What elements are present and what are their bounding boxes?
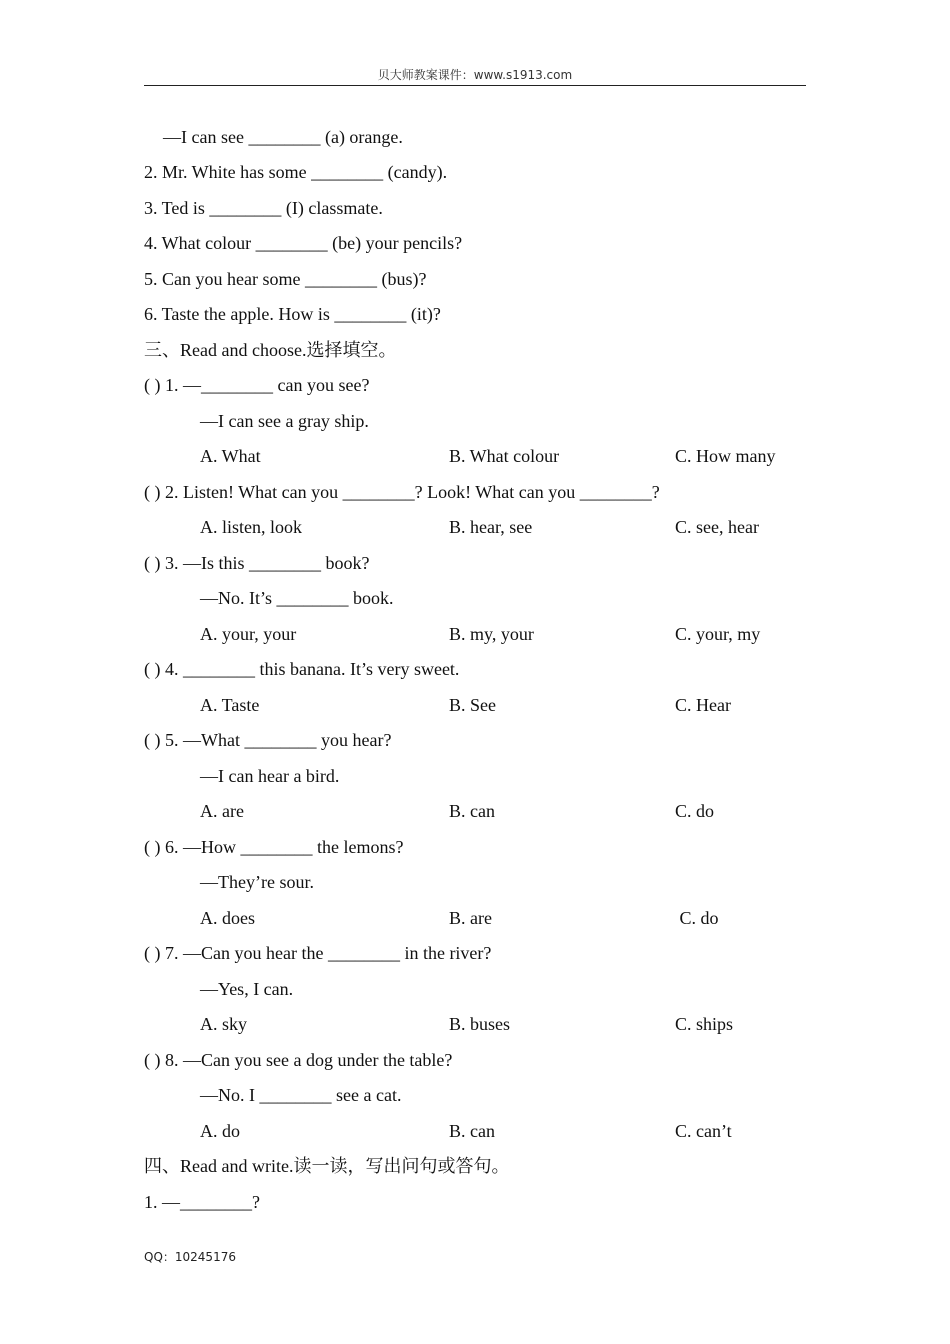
question-4-option-a: A. Taste [200, 695, 260, 715]
question-8-reply: —No. I ________ see a cat. [200, 1085, 402, 1105]
question-3: ( ) 3. —Is this ________ book? [144, 553, 370, 573]
question-8-option-c: C. can’t [675, 1121, 732, 1141]
question-7-option-a: A. sky [200, 1014, 248, 1034]
question-6: ( ) 6. —How ________ the lemons? [144, 837, 404, 857]
part2-item-3: 3. Ted is ________ (I) classmate. [144, 198, 383, 218]
question-2-option-b: B. hear, see [449, 517, 533, 537]
question-4-option-b: B. See [449, 695, 496, 715]
question-3-option-a: A. your, your [200, 624, 297, 644]
question-2: ( ) 2. Listen! What can you ________? Look! What can you ________? [144, 482, 660, 502]
question-7-reply: —Yes, I can. [200, 979, 294, 999]
part2-item-4: 4. What colour ________ (be) your pencils? [144, 233, 463, 253]
part2-item-6: 6. Taste the apple. How is ________ (it)? [144, 304, 441, 324]
question-8-option-b: B. can [449, 1121, 495, 1141]
question-8-option-a: A. do [200, 1121, 240, 1141]
question-3-reply: —No. It’s ________ book. [200, 588, 394, 608]
question-2-option-c: C. see, hear [675, 517, 759, 537]
question-1-option-c: C. How many [675, 446, 776, 466]
part4-item-1: 1. —________? [144, 1192, 260, 1212]
question-6-reply: —They’re sour. [200, 872, 314, 892]
question-5: ( ) 5. —What ________ you hear? [144, 730, 392, 750]
question-7-option-b: B. buses [449, 1014, 511, 1034]
page-header: 贝大师教案课件：www.s1913.com [144, 66, 806, 86]
page-footer: QQ：10245176 [144, 1250, 236, 1264]
section-heading-part4: 四、Read and write.读一读，写出问句或答句。 [144, 1156, 510, 1176]
question-8: ( ) 8. —Can you see a dog under the table? [144, 1050, 453, 1070]
question-5-option-b: B. can [449, 801, 495, 821]
question-6-option-b: B. are [449, 908, 492, 928]
question-7-option-c: C. ships [675, 1014, 734, 1034]
question-4-option-c: C. Hear [675, 695, 731, 715]
question-1: ( ) 1. —________ can you see? [144, 375, 370, 395]
question-5-reply: —I can hear a bird. [200, 766, 340, 786]
question-3-option-c: C. your, my [675, 624, 761, 644]
part2-item-2: 2. Mr. White has some ________ (candy). [144, 162, 448, 182]
question-4: ( ) 4. ________ this banana. It’s very sweet. [144, 659, 460, 679]
question-5-option-c: C. do [675, 801, 715, 821]
question-1-reply: —I can see a gray ship. [200, 411, 369, 431]
section-heading-part3: 三、Read and choose.选择填空。 [144, 340, 397, 360]
question-5-option-a: A. are [200, 801, 244, 821]
question-7: ( ) 7. —Can you hear the ________ in the river? [144, 943, 492, 963]
question-3-option-b: B. my, your [449, 624, 534, 644]
question-2-option-a: A. listen, look [200, 517, 302, 537]
question-1-option-a: A. What [200, 446, 261, 466]
question-1-option-b: B. What colour [449, 446, 560, 466]
question-6-option-a: A. does [200, 908, 255, 928]
part2-item-1-reply: —I can see ________ (a) orange. [163, 127, 403, 147]
part2-item-5: 5. Can you hear some ________ (bus)? [144, 269, 427, 289]
question-6-option-c: C. do [675, 908, 719, 928]
